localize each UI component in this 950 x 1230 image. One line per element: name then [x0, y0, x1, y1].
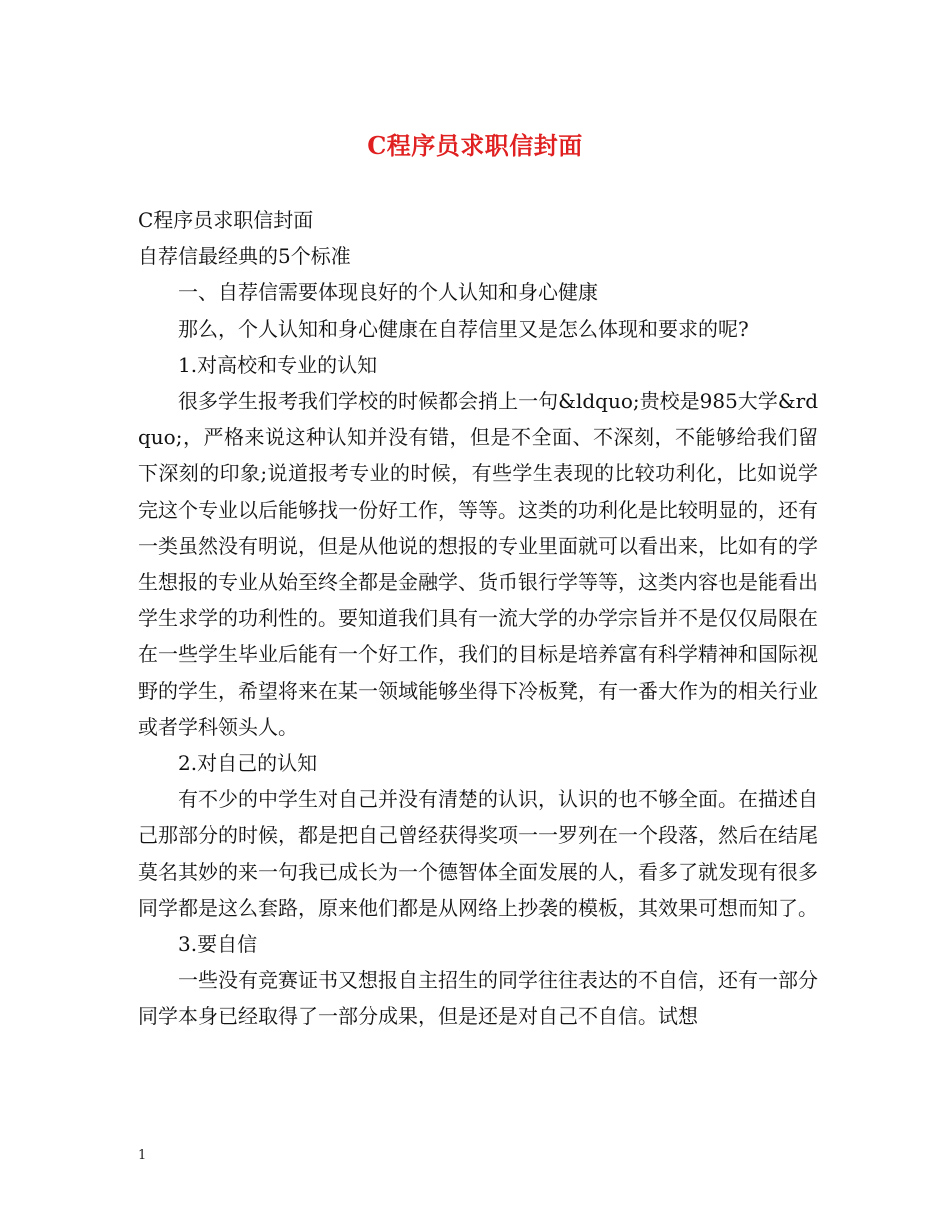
document-body — [138, 202, 818, 1035]
page-number: 1 — [138, 1148, 147, 1163]
paragraph: 1.对高校和专业的认知 — [178, 352, 378, 377]
paragraph: 很多学生报考我们学校的时候都会捎上一句&ldquo;贵校是985大学&rdquo;，严格来说这种认知并没有错，但是不全面、不深刻，不能够给我们留下深刻的印象;说道报考专业的时候，有些学生表现的比较功利化，比如说学完这个专业以后能够找一份好工作，等等。这类的功利化是比较明显的，还有一类虽然没有明说，但是从他说的想报的专业里面就可以看出来，比如有的学生想报的专业从始至终全都是金融学、货币银行学等等，这类内容也是能看出学生求学的功利性的。要知道我们具有一流大学的办学宗旨并不是仅仅局限在在一些学生毕业后能有一个好工作，我们的目标是培养富有科学精神和国际视野的学生，希望将来在某一领域能够坐得下冷板凳，有一番大作为的相关行业或者学科领头人。 — [138, 389, 818, 739]
paragraph: 一些没有竞赛证书又想报自主招生的同学往往表达的不自信，还有一部分同学本身已经取得了一部分成果，但是还是对自己不自信。试想 — [138, 968, 818, 1029]
paragraph: 有不少的中学生对自己并没有清楚的认识，认识的也不够全面。在描述自己那部分的时候，都是把自己曾经获得奖项一一罗列在一个段落，然后在结尾莫名其妙的来一句我已成长为一个德智体全面发展的人，看多了就发现有很多同学都是这么套路，原来他们都是从网络上抄袭的模板，其效果可想而知了。 — [138, 787, 818, 920]
paragraph: 2.对自己的认知 — [178, 751, 318, 776]
document-title: C程序员求职信封面 — [367, 131, 583, 160]
paragraph: 自荐信最经典的5个标准 — [138, 244, 351, 269]
paragraph: C程序员求职信封面 — [138, 208, 314, 232]
paragraph: 3.要自信 — [178, 932, 258, 957]
paragraph: 一、自荐信需要体现良好的个人认知和身心健康 — [178, 280, 598, 305]
paragraph: 那么，个人认知和身心健康在自荐信里又是怎么体现和要求的呢? — [178, 316, 749, 341]
